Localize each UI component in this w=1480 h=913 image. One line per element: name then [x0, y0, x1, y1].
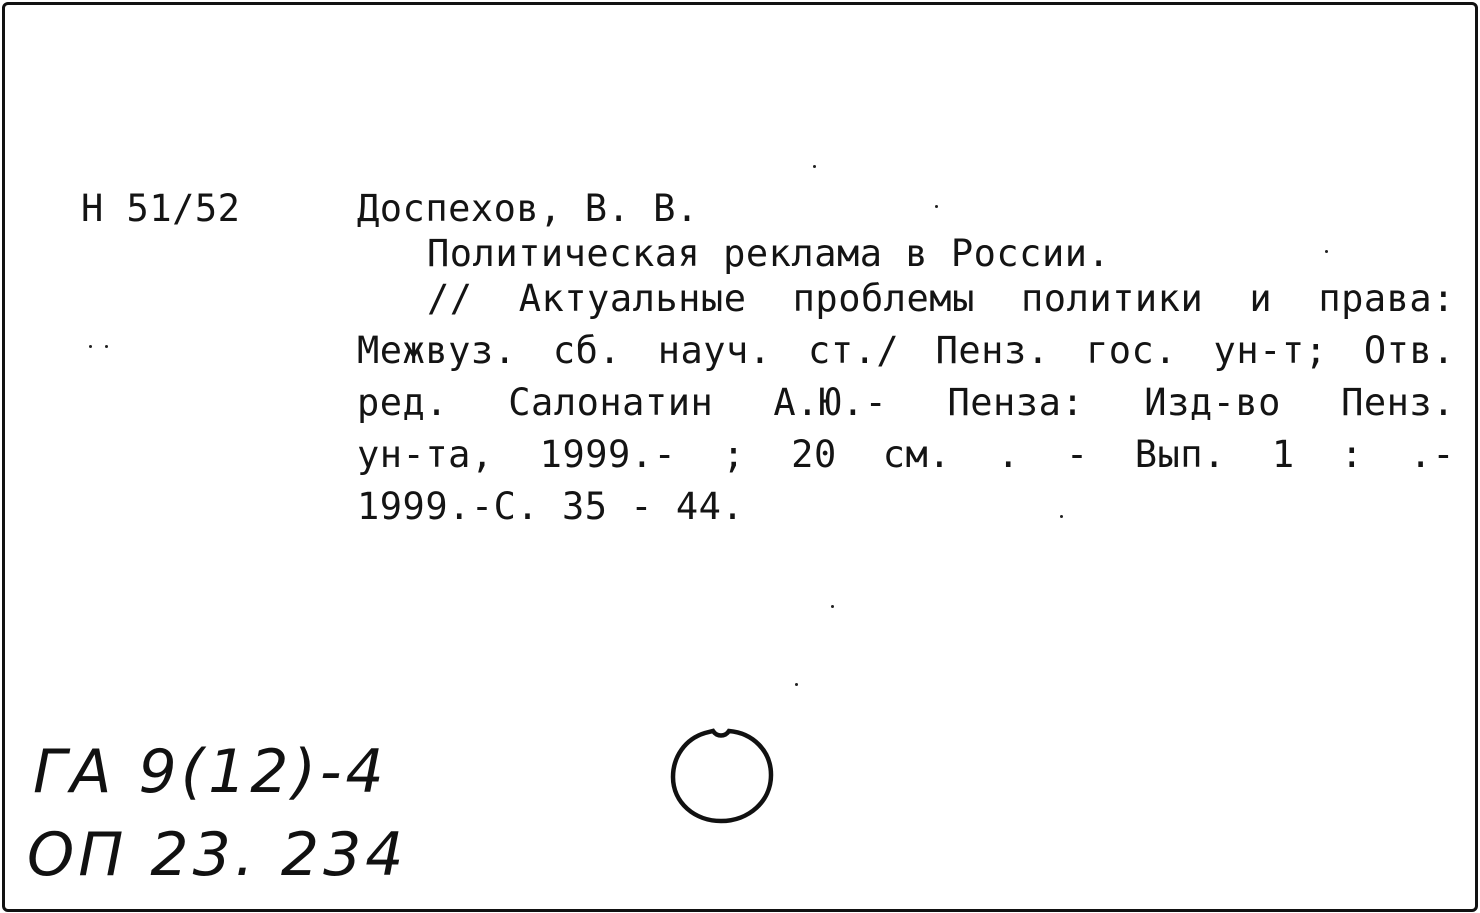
description-line: ред. Салонатин А.Ю.- Пенза: Изд-во Пенз. — [357, 381, 1455, 424]
speck — [813, 165, 816, 168]
description-line: 1999.-С. 35 - 44. — [357, 485, 745, 528]
description-line: ун-та, 1999.- ; 20 см. . - Вып. 1 : .- — [357, 433, 1455, 476]
description-line: Межвуз. сб. науч. ст./ Пенз. гос. ун-т; Отв. — [357, 329, 1455, 372]
catalog-card — [2, 2, 1478, 912]
speck — [1325, 250, 1328, 253]
speck — [1060, 515, 1063, 518]
handwritten-accession-number: ОП 23. 234 — [27, 820, 408, 890]
speck — [935, 205, 938, 208]
handwritten-classification-code: ГА 9(12)-4 — [33, 737, 388, 807]
call-number: Н 51/52 — [81, 187, 241, 230]
speck — [105, 345, 108, 348]
speck — [89, 345, 92, 348]
author-heading: Доспехов, В. В. — [357, 187, 699, 230]
speck — [795, 683, 798, 686]
work-title: Политическая реклама в России. — [427, 232, 1111, 275]
description-line: // Актуальные проблемы политики и права: — [427, 277, 1455, 320]
speck — [831, 605, 834, 608]
punched-hole-circle — [665, 721, 781, 831]
